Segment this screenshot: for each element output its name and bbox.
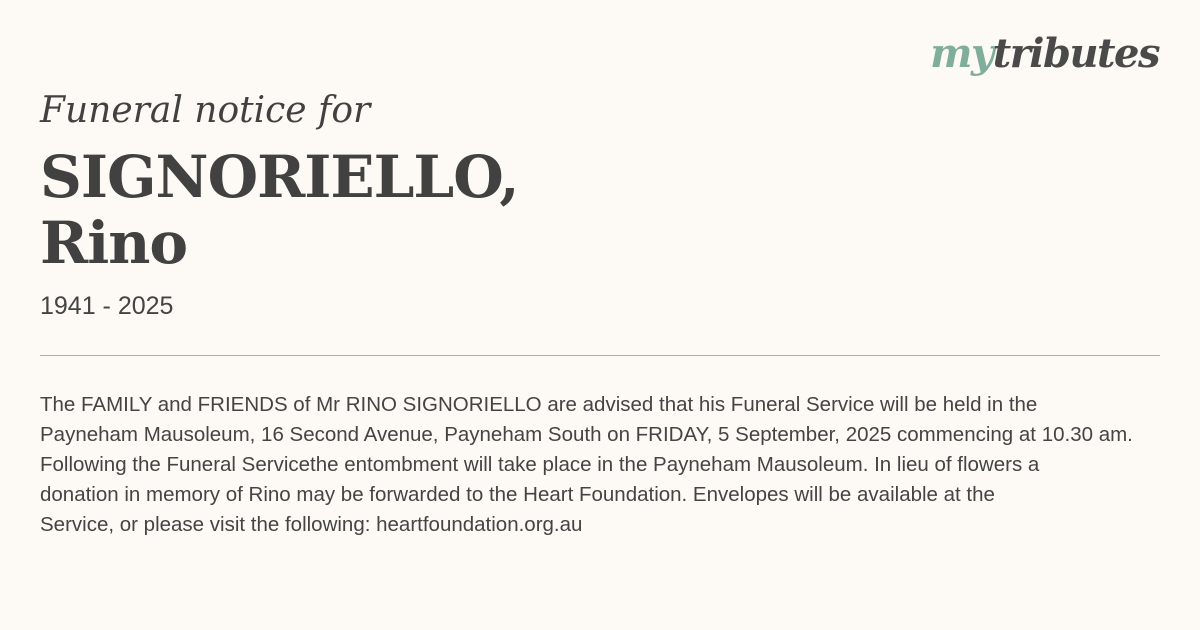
notice-body xyxy=(40,390,1180,540)
deceased-given-name: Rino xyxy=(40,209,188,277)
notice-body-line: Following the Funeral Servicethe entombment will take place in the Payneham Mausoleum. In lieu of flowers a xyxy=(40,453,1040,476)
mytributes-logo[interactable] xyxy=(930,30,1159,77)
notice-body-line: The FAMILY and FRIENDS of Mr RINO SIGNORIELLO are advised that his Funeral Service will be held in the xyxy=(40,393,1038,416)
notice-intro: Funeral notice for xyxy=(40,90,371,131)
life-years: 1941 - 2025 xyxy=(40,292,174,320)
logo-my-text: my xyxy=(930,30,993,77)
divider xyxy=(40,355,1160,356)
deceased-surname: SIGNORIELLO, xyxy=(40,143,519,211)
notice-body-line: Payneham Mausoleum, 16 Second Avenue, Payneham South on FRIDAY, 5 September, 2025 commencing at 10.30 am. xyxy=(40,423,1133,446)
logo-tributes-text: tributes xyxy=(992,30,1159,77)
notice-body-line: donation in memory of Rino may be forwarded to the Heart Foundation. Envelopes will be available at the xyxy=(40,483,995,506)
notice-header xyxy=(40,88,940,322)
notice-body-line: Service, or please visit the following: heartfoundation.org.au xyxy=(40,513,583,536)
deceased-name xyxy=(40,144,940,276)
